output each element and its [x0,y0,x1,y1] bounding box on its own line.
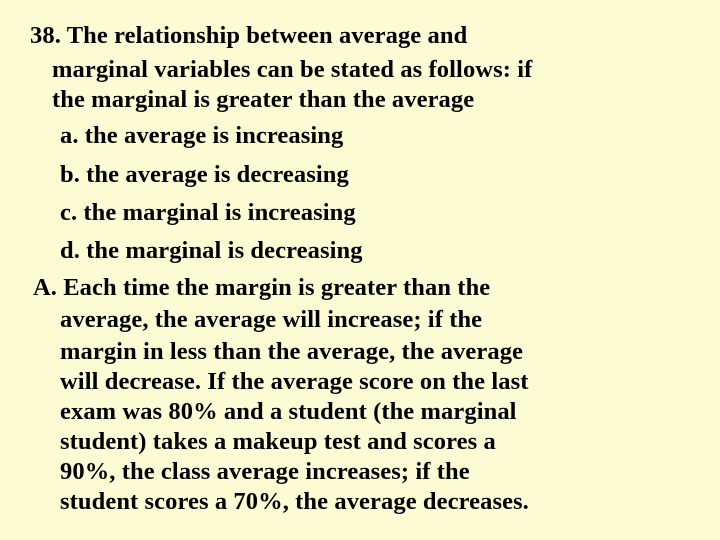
answer-line: A. Each time the margin is greater than the [33,274,491,301]
question-line: the marginal is greater than the average [52,86,475,113]
answer-line: student) takes a makeup test and scores a [60,428,496,455]
answer-line: average, the average will increase; if the [60,306,483,333]
question-line: marginal variables can be stated as follows: if [52,56,533,83]
answer-line: 90%, the class average increases; if the [60,458,470,485]
option-c: c. the marginal is increasing [60,199,356,226]
answer-line: margin in less than the average, the average [60,338,524,365]
answer-line: student scores a 70%, the average decreases. [60,488,529,515]
option-b: b. the average is decreasing [60,161,349,188]
option-d: d. the marginal is decreasing [60,237,363,264]
question-line: 38. The relationship between average and [30,22,468,49]
answer-line: will decrease. If the average score on the last [60,368,529,395]
answer-line: exam was 80% and a student (the marginal [60,398,517,425]
option-a: a. the average is increasing [60,122,344,149]
